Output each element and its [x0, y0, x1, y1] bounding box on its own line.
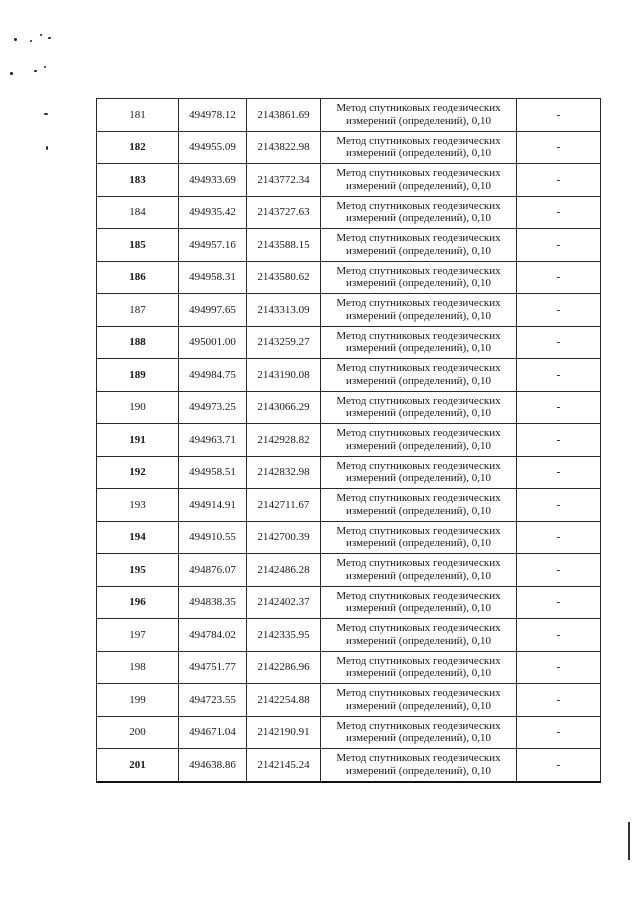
note-cell: - — [517, 619, 601, 652]
note-cell: - — [517, 586, 601, 619]
method-line-1: Метод спутниковых геодезических — [336, 329, 501, 342]
method-line-1: Метод спутниковых геодезических — [336, 394, 501, 407]
method-line-1: Метод спутниковых геодезических — [336, 167, 501, 180]
point-number-cell: 199 — [97, 684, 179, 717]
scan-speck — [40, 34, 42, 36]
table-row — [97, 619, 601, 652]
method-line-2: измерений (определений), 0,10 — [346, 699, 491, 712]
table-row — [97, 749, 601, 782]
method-line-1: Метод спутниковых геодезических — [336, 362, 501, 375]
method-line-2: измерений (определений), 0,10 — [346, 407, 491, 420]
scan-speck — [44, 113, 48, 115]
scan-speck — [44, 66, 46, 68]
method-cell — [321, 554, 517, 587]
method-line-2: измерений (определений), 0,10 — [346, 277, 491, 290]
note-cell: - — [517, 716, 601, 749]
method-line-1: Метод спутниковых геодезических — [336, 102, 501, 115]
method-cell — [321, 229, 517, 262]
method-line-1: Метод спутниковых геодезических — [336, 687, 501, 700]
x-coordinate-cell: 494984.75 — [179, 359, 247, 392]
table-row — [97, 294, 601, 327]
method-line-1: Метод спутниковых геодезических — [336, 654, 501, 667]
note-cell: - — [517, 326, 601, 359]
method-line-1: Метод спутниковых геодезических — [336, 232, 501, 245]
point-number-cell: 183 — [97, 164, 179, 197]
method-cell — [321, 164, 517, 197]
method-cell — [321, 131, 517, 164]
method-line-1: Метод спутниковых геодезических — [336, 264, 501, 277]
scan-speck — [30, 40, 32, 42]
note-cell: - — [517, 229, 601, 262]
method-line-2: измерений (определений), 0,10 — [346, 504, 491, 517]
x-coordinate-cell: 494957.16 — [179, 229, 247, 262]
y-coordinate-cell: 2142190.91 — [247, 716, 321, 749]
table-row — [97, 391, 601, 424]
point-number-cell: 181 — [97, 99, 179, 132]
y-coordinate-cell: 2142700.39 — [247, 521, 321, 554]
x-coordinate-cell: 494723.55 — [179, 684, 247, 717]
table-row — [97, 521, 601, 554]
table-row — [97, 196, 601, 229]
method-line-2: измерений (определений), 0,10 — [346, 342, 491, 355]
x-coordinate-cell: 494958.51 — [179, 456, 247, 489]
note-cell: - — [517, 99, 601, 132]
coordinates-table — [96, 98, 601, 783]
method-line-2: измерений (определений), 0,10 — [346, 179, 491, 192]
point-number-cell: 191 — [97, 424, 179, 457]
method-cell — [321, 456, 517, 489]
method-line-1: Метод спутниковых геодезических — [336, 427, 501, 440]
point-number-cell: 187 — [97, 294, 179, 327]
note-cell: - — [517, 521, 601, 554]
method-cell — [321, 424, 517, 457]
y-coordinate-cell: 2143822.98 — [247, 131, 321, 164]
method-line-2: измерений (определений), 0,10 — [346, 634, 491, 647]
point-number-cell: 198 — [97, 651, 179, 684]
method-line-2: измерений (определений), 0,10 — [346, 244, 491, 257]
table-row — [97, 424, 601, 457]
method-cell — [321, 99, 517, 132]
method-line-2: измерений (определений), 0,10 — [346, 667, 491, 680]
point-number-cell: 196 — [97, 586, 179, 619]
method-line-1: Метод спутниковых геодезических — [336, 752, 501, 765]
method-line-2: измерений (определений), 0,10 — [346, 374, 491, 387]
method-cell — [321, 196, 517, 229]
x-coordinate-cell: 494638.86 — [179, 749, 247, 782]
scan-speck — [10, 72, 13, 75]
note-cell: - — [517, 196, 601, 229]
method-line-1: Метод спутниковых геодезических — [336, 524, 501, 537]
method-line-2: измерений (определений), 0,10 — [346, 147, 491, 160]
table-row — [97, 489, 601, 522]
point-number-cell: 185 — [97, 229, 179, 262]
y-coordinate-cell: 2143588.15 — [247, 229, 321, 262]
y-coordinate-cell: 2143259.27 — [247, 326, 321, 359]
method-line-1: Метод спутниковых геодезических — [336, 297, 501, 310]
x-coordinate-cell: 494963.71 — [179, 424, 247, 457]
x-coordinate-cell: 494784.02 — [179, 619, 247, 652]
y-coordinate-cell: 2142711.67 — [247, 489, 321, 522]
point-number-cell: 192 — [97, 456, 179, 489]
table-row — [97, 684, 601, 717]
note-cell: - — [517, 489, 601, 522]
point-number-cell: 195 — [97, 554, 179, 587]
scan-speck — [46, 146, 48, 150]
x-coordinate-cell: 494838.35 — [179, 586, 247, 619]
y-coordinate-cell: 2143190.08 — [247, 359, 321, 392]
method-line-2: измерений (определений), 0,10 — [346, 569, 491, 582]
method-line-2: измерений (определений), 0,10 — [346, 764, 491, 777]
x-coordinate-cell: 494910.55 — [179, 521, 247, 554]
point-number-cell: 201 — [97, 749, 179, 782]
x-coordinate-cell: 494978.12 — [179, 99, 247, 132]
note-cell: - — [517, 456, 601, 489]
y-coordinate-cell: 2143861.69 — [247, 99, 321, 132]
method-line-2: измерений (определений), 0,10 — [346, 602, 491, 615]
table-row — [97, 456, 601, 489]
point-number-cell: 182 — [97, 131, 179, 164]
table-row — [97, 651, 601, 684]
table-row — [97, 261, 601, 294]
method-cell — [321, 586, 517, 619]
note-cell: - — [517, 164, 601, 197]
y-coordinate-cell: 2143727.63 — [247, 196, 321, 229]
x-coordinate-cell: 494955.09 — [179, 131, 247, 164]
table-row — [97, 716, 601, 749]
x-coordinate-cell: 494876.07 — [179, 554, 247, 587]
method-cell — [321, 651, 517, 684]
method-line-1: Метод спутниковых геодезических — [336, 719, 501, 732]
table-row — [97, 326, 601, 359]
method-cell — [321, 294, 517, 327]
note-cell: - — [517, 359, 601, 392]
y-coordinate-cell: 2142402.37 — [247, 586, 321, 619]
note-cell: - — [517, 749, 601, 782]
method-cell — [321, 521, 517, 554]
method-line-1: Метод спутниковых геодезических — [336, 557, 501, 570]
point-number-cell: 189 — [97, 359, 179, 392]
method-cell — [321, 619, 517, 652]
method-line-2: измерений (определений), 0,10 — [346, 732, 491, 745]
method-line-1: Метод спутниковых геодезических — [336, 492, 501, 505]
x-coordinate-cell: 494751.77 — [179, 651, 247, 684]
x-coordinate-cell: 494671.04 — [179, 716, 247, 749]
method-line-1: Метод спутниковых геодезических — [336, 459, 501, 472]
x-coordinate-cell: 494933.69 — [179, 164, 247, 197]
method-cell — [321, 684, 517, 717]
note-cell: - — [517, 651, 601, 684]
note-cell: - — [517, 261, 601, 294]
note-cell: - — [517, 131, 601, 164]
method-line-2: измерений (определений), 0,10 — [346, 212, 491, 225]
scan-edge-line — [628, 822, 630, 860]
method-cell — [321, 716, 517, 749]
note-cell: - — [517, 554, 601, 587]
y-coordinate-cell: 2142486.28 — [247, 554, 321, 587]
y-coordinate-cell: 2142335.95 — [247, 619, 321, 652]
note-cell: - — [517, 424, 601, 457]
point-number-cell: 194 — [97, 521, 179, 554]
table-row — [97, 99, 601, 132]
y-coordinate-cell: 2142928.82 — [247, 424, 321, 457]
method-line-1: Метод спутниковых геодезических — [336, 134, 501, 147]
y-coordinate-cell: 2143313.09 — [247, 294, 321, 327]
y-coordinate-cell: 2142286.96 — [247, 651, 321, 684]
y-coordinate-cell: 2143066.29 — [247, 391, 321, 424]
note-cell: - — [517, 684, 601, 717]
method-line-2: измерений (определений), 0,10 — [346, 309, 491, 322]
method-line-2: измерений (определений), 0,10 — [346, 114, 491, 127]
x-coordinate-cell: 494973.25 — [179, 391, 247, 424]
y-coordinate-cell: 2143580.62 — [247, 261, 321, 294]
method-cell — [321, 749, 517, 782]
scan-speck — [14, 38, 17, 41]
method-cell — [321, 326, 517, 359]
table-row — [97, 131, 601, 164]
coordinates-table-body — [97, 99, 601, 782]
scan-speck — [34, 70, 37, 72]
table-row — [97, 359, 601, 392]
note-cell: - — [517, 294, 601, 327]
table-row — [97, 164, 601, 197]
y-coordinate-cell: 2142145.24 — [247, 749, 321, 782]
note-cell: - — [517, 391, 601, 424]
x-coordinate-cell: 494935.42 — [179, 196, 247, 229]
method-line-2: измерений (определений), 0,10 — [346, 439, 491, 452]
table-row — [97, 229, 601, 262]
method-cell — [321, 391, 517, 424]
method-line-1: Метод спутниковых геодезических — [336, 199, 501, 212]
x-coordinate-cell: 494997.65 — [179, 294, 247, 327]
method-cell — [321, 261, 517, 294]
method-line-2: измерений (определений), 0,10 — [346, 472, 491, 485]
x-coordinate-cell: 495001.00 — [179, 326, 247, 359]
method-line-1: Метод спутниковых геодезических — [336, 589, 501, 602]
method-cell — [321, 489, 517, 522]
y-coordinate-cell: 2142254.88 — [247, 684, 321, 717]
point-number-cell: 184 — [97, 196, 179, 229]
method-line-1: Метод спутниковых геодезических — [336, 622, 501, 635]
method-line-2: измерений (определений), 0,10 — [346, 537, 491, 550]
table-row — [97, 586, 601, 619]
x-coordinate-cell: 494958.31 — [179, 261, 247, 294]
y-coordinate-cell: 2143772.34 — [247, 164, 321, 197]
method-cell — [321, 359, 517, 392]
point-number-cell: 200 — [97, 716, 179, 749]
y-coordinate-cell: 2142832.98 — [247, 456, 321, 489]
point-number-cell: 197 — [97, 619, 179, 652]
point-number-cell: 188 — [97, 326, 179, 359]
x-coordinate-cell: 494914.91 — [179, 489, 247, 522]
point-number-cell: 193 — [97, 489, 179, 522]
scan-speck — [48, 37, 51, 39]
point-number-cell: 186 — [97, 261, 179, 294]
point-number-cell: 190 — [97, 391, 179, 424]
table-row — [97, 554, 601, 587]
